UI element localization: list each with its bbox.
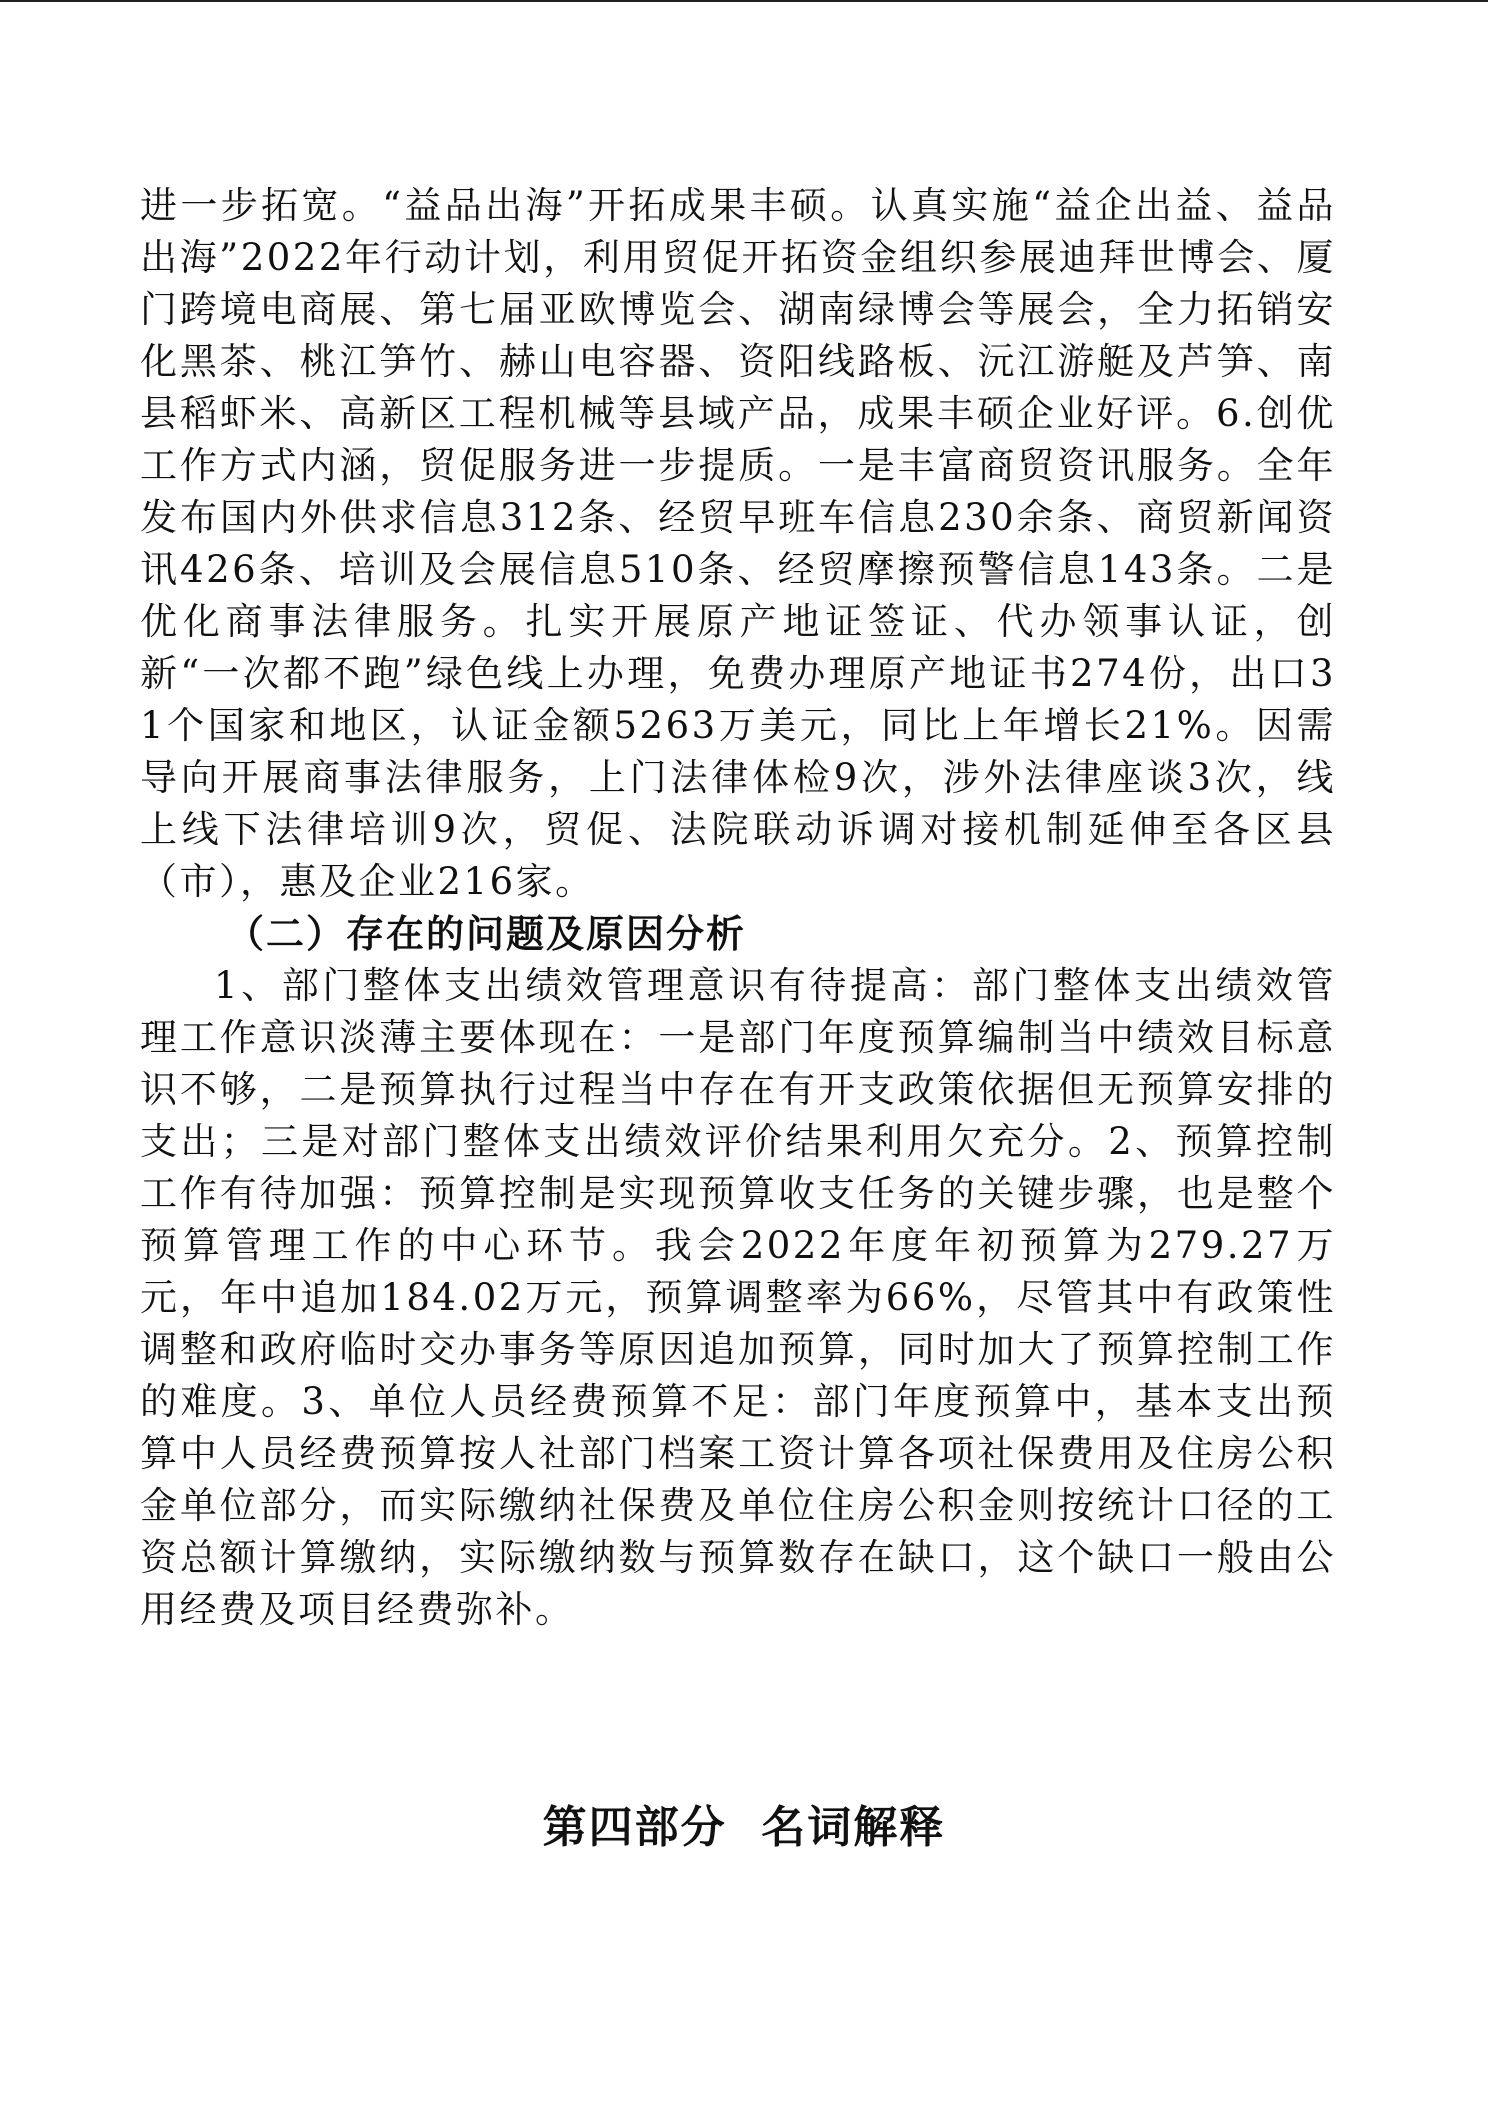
part-title: 第四部分 名词解释 — [542, 1802, 946, 1853]
analysis-paragraph: 1、部门整体支出绩效管理意识有待提高：部门整体支出绩效管理工作意识淡薄主要体现在：一是部门年度预算编制当中绩效目标意识不够，二是预算执行过程当中存在有开支政策依据但无预算安排的支出；三是对部门整体支出绩效评价结果利用欠充分。2、预算控制工作有待加强：预算控制是实现预算收支任务的关键步骤，也是整个预算管理工作的中心环节。我会2022年度年初预算为279.27万元，年中追加184.02万元，预算调整率为66%，尽管其中有政策性调整和政府临时交办事务等原因追加预算，同时加大了预算控制工作的难度。3、单位人员经费预算不足：部门年度预算中，基本支出预算中人员经费预算按人社部门档案工资计算各项社保费用及住房公积金单位部分，而实际缴纳社保费及单位住房公积金则按统计口径的工资总额计算缴纳，实际缴纳数与预算数存在缺口，这个缺口一般由公用经费及项目经费弥补。 — [140, 964, 1336, 1631]
page-top-border — [0, 0, 1488, 2]
document-body — [140, 180, 1336, 1636]
section-heading: （二）存在的问题及原因分析 — [226, 911, 747, 956]
body-paragraph: 进一步拓宽。“益品出海”开拓成果丰硕。认真实施“益企出益、益品出海”2022年行动计划，利用贸促开拓资金组织参展迪拜世博会、厦门跨境电商展、第七届亚欧博览会、湖南绿博会等展会，全力拓销安化黑茶、桃江笋竹、赫山电容器、资阳线路板、沅江游艇及芦笋、南县稻虾米、高新区工程机械等县域产品，成果丰硕企业好评。6.创优工作方式内涵，贸促服务进一步提质。一是丰富商贸资讯服务。全年发布国内外供求信息312条、经贸早班车信息230余条、商贸新闻资讯426条、培训及会展信息510条、经贸摩擦预警信息143条。二是优化商事法律服务。扎实开展原产地证签证、代办领事认证，创新“一次都不跑”绿色线上办理，免费办理原产地证书274份，出口31个国家和地区，认证金额5263万美元，同比上年增长21%。因需导向开展商事法律服务，上门法律体检9次，涉外法律座谈3次，线上线下法律培训9次，贸促、法院联动诉调对接机制延伸至各区县（市），惠及企业216家。 — [140, 184, 1336, 903]
